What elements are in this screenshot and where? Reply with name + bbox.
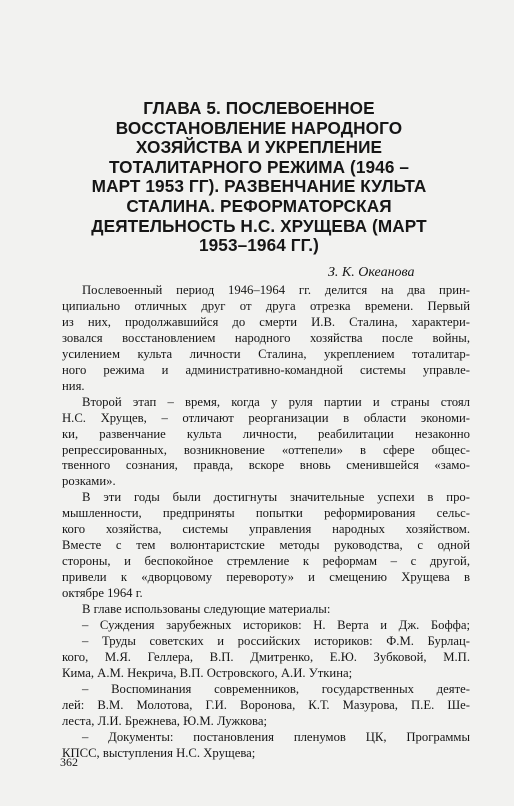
text-line: Вместе с тем волюнтаристские методы руководства, с одной <box>62 538 470 553</box>
text-line: КПСС, выступления Н.С. Хрущева; <box>62 745 256 760</box>
text-line: Послевоенный период 1946–1964 гг. делится на два прин- <box>82 283 470 297</box>
text-line: ния. <box>62 378 85 393</box>
body-text <box>62 283 470 762</box>
page-number: 362 <box>60 755 78 769</box>
text-line: твенного сознания, правда, вскоре вновь сменившейся «замо- <box>62 458 470 473</box>
chapter-title <box>84 99 434 256</box>
text-line: леста, Л.И. Брежнева, Ю.М. Лужкова; <box>62 713 268 728</box>
text-line: В главе использованы следующие материалы: <box>82 602 331 617</box>
text-line: октябре 1964 г. <box>62 586 143 601</box>
chapter-title-line: ВОССТАНОВЛЕНИЕ НАРОДНОГО <box>115 117 403 138</box>
text-line: – Воспоминания современников, государственных деяте- <box>82 681 470 696</box>
text-line: ного режима и административно-командной системы управле- <box>62 362 470 377</box>
text-line: – Суждения зарубежных историков: Н. Верта и Дж. Боффа; <box>82 618 470 633</box>
text-line: ципиально отличных друг от друга отрезка времени. Первый <box>62 298 470 313</box>
text-line: из них, продолжавшийся до смерти И.В. Сталина, характери- <box>62 314 470 329</box>
chapter-title-line: ГЛАВА 5. ПОСЛЕВОЕННОЕ <box>143 98 375 118</box>
chapter-title-line: МАРТ 1953 ГГ). РАЗВЕНЧАНИЕ КУЛЬТА <box>91 176 427 197</box>
chapter-title-line: ХОЗЯЙСТВА И УКРЕПЛЕНИЕ <box>135 137 383 158</box>
text-line: Второй этап – время, когда у руля партии и страны стоял <box>82 394 470 409</box>
text-line: стороны, и беспокойное стремление к реформам – с другой, <box>62 554 470 569</box>
author-name: З. К. Океанова <box>328 265 415 280</box>
chapter-title-line: СТАЛИНА. РЕФОРМАТОРСКАЯ <box>126 195 392 216</box>
text-line: усилением культа личности Сталина, укреплением тоталитар- <box>62 346 470 361</box>
text-line: – Документы: постановления пленумов ЦК, Программы <box>82 729 470 744</box>
chapter-title-line: ТОТАЛИТАРНОГО РЕЖИМА (1946 – <box>108 156 410 177</box>
text-line: лей: В.М. Молотова, Г.И. Воронова, К.Т. Мазурова, П.Е. Ше- <box>62 697 470 712</box>
text-line: Н.С. Хрущев, – отличают реорганизации в области экономи- <box>62 410 470 425</box>
text-line: мышленности, предприняты попытки реформирования сельс- <box>62 506 470 521</box>
text-line: репрессированных, возникновение «оттепели» в сфере общес- <box>62 442 470 457</box>
text-line: – Труды советских и российских историков: Ф.М. Бурлац- <box>82 633 470 648</box>
text-line: Кима, А.М. Некрича, В.П. Островского, А.И. Уткина; <box>62 665 353 680</box>
text-line: зовался восстановлением народного хозяйства после войны, <box>62 330 470 345</box>
text-line: кого хозяйства, системы управления народных хозяйством. <box>62 522 470 537</box>
chapter-title-line: 1953–1964 ГГ.) <box>198 235 320 256</box>
chapter-title-line: ДЕЯТЕЛЬНОСТЬ Н.С. ХРУЩЕВА (МАРТ <box>91 215 427 236</box>
text-line: В эти годы были достигнуты значительные успехи в про- <box>82 490 470 505</box>
text-line: привели к «дворцовому перевороту» и смещению Хрущева в <box>62 570 470 585</box>
text-line: ки, развенчание культа личности, реабилитации незаконно <box>62 426 470 441</box>
text-line: розками». <box>62 474 116 489</box>
text-line: кого, М.Я. Геллера, В.П. Дмитренко, Е.Ю. Зубковой, М.П. <box>62 649 470 664</box>
